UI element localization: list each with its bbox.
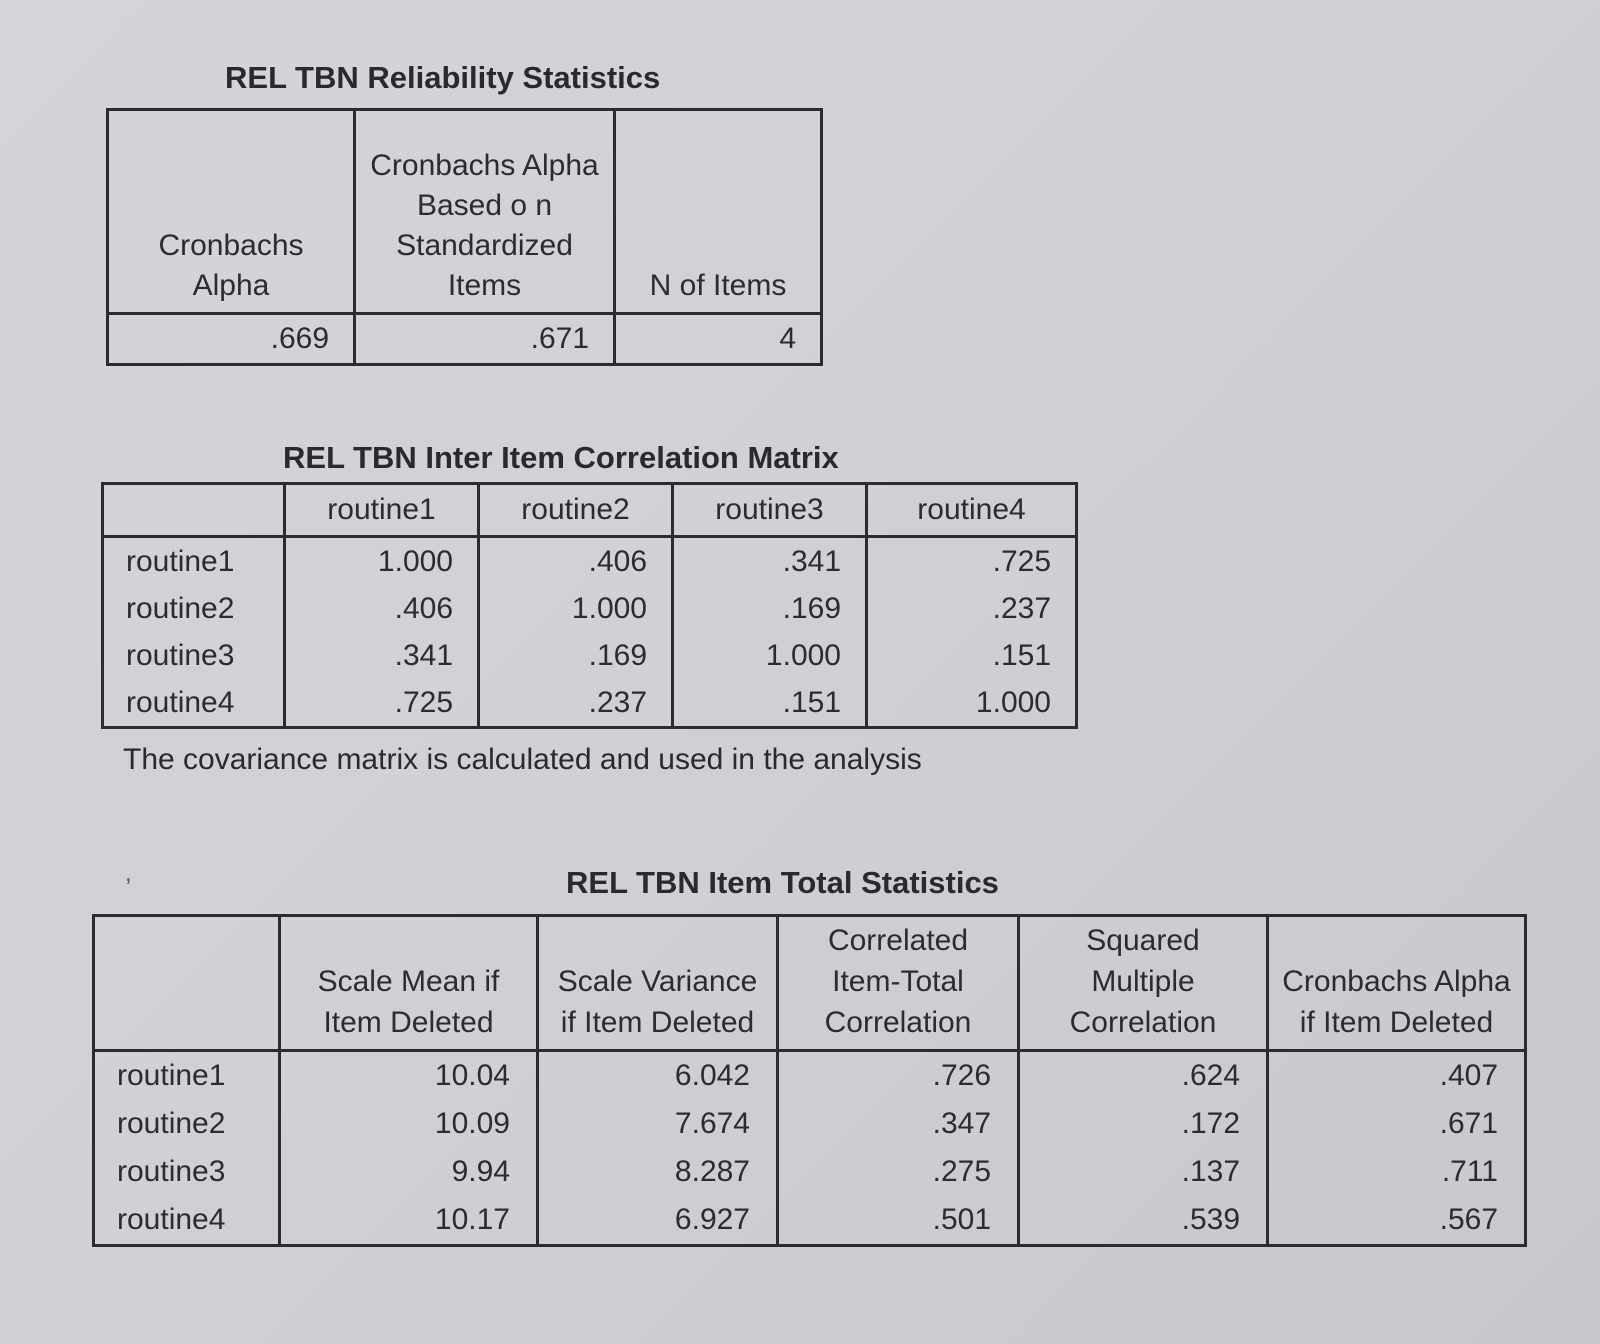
correlation-row-label: routine2 <box>126 591 235 625</box>
item-total-cell: .567 <box>1268 1196 1526 1246</box>
correlation-header-row <box>103 484 1077 537</box>
correlation-corner-cell <box>103 484 285 537</box>
correlation-cell: 1.000 <box>673 632 867 679</box>
item-total-cell: .624 <box>1019 1051 1268 1101</box>
reliability-table <box>106 108 823 366</box>
correlation-row <box>103 537 1077 586</box>
correlation-title: REL TBN Inter Item Correlation Matrix <box>283 440 839 475</box>
item-total-title: REL TBN Item Total Statistics <box>566 865 999 900</box>
correlation-column-header: routine4 <box>867 484 1077 537</box>
pencil-mark: , <box>125 860 132 887</box>
correlation-column-header: routine2 <box>479 484 673 537</box>
correlation-cell: .725 <box>867 537 1077 586</box>
item-total-cell: 8.287 <box>538 1148 778 1196</box>
item-total-column-header: Scale Variance if Item Deleted <box>538 916 778 1051</box>
item-total-row <box>94 1100 1526 1148</box>
item-total-table <box>92 914 1527 1247</box>
correlation-cell: .151 <box>673 679 867 728</box>
correlation-row <box>103 679 1077 728</box>
item-total-cell: 6.927 <box>538 1196 778 1246</box>
reliability-value-cell: .671 <box>355 314 615 365</box>
reliability-header-cell: Cronbachs Alpha <box>108 110 355 314</box>
item-total-corner-cell <box>94 916 280 1051</box>
correlation-cell: .341 <box>673 537 867 586</box>
correlation-table <box>101 482 1078 729</box>
correlation-row <box>103 585 1077 632</box>
correlation-cell: 1.000 <box>479 585 673 632</box>
item-total-cell: 6.042 <box>538 1051 778 1101</box>
item-total-column-header: Squared Multiple Correlation <box>1019 916 1268 1051</box>
item-total-cell: .711 <box>1268 1148 1526 1196</box>
item-total-header-row <box>94 916 1526 1051</box>
item-total-cell: .501 <box>778 1196 1019 1246</box>
correlation-column-header: routine3 <box>673 484 867 537</box>
correlation-cell: .725 <box>285 679 479 728</box>
correlation-cell: 1.000 <box>867 679 1077 728</box>
item-total-cell: .671 <box>1268 1100 1526 1148</box>
correlation-row-label: routine1 <box>126 544 235 578</box>
item-total-cell: .137 <box>1019 1148 1268 1196</box>
item-total-column-header: Cronbachs Alpha if Item Deleted <box>1268 916 1526 1051</box>
item-total-column-header: Scale Mean if Item Deleted <box>280 916 538 1051</box>
item-total-row-label: routine3 <box>117 1155 226 1188</box>
correlation-column-header: routine1 <box>285 484 479 537</box>
item-total-row-label: routine2 <box>117 1107 226 1140</box>
item-total-cell: .539 <box>1019 1196 1268 1246</box>
reliability-header-row <box>108 110 822 314</box>
correlation-cell: .151 <box>867 632 1077 679</box>
item-total-cell: 9.94 <box>280 1148 538 1196</box>
item-total-row <box>94 1051 1526 1101</box>
item-total-cell: .172 <box>1019 1100 1268 1148</box>
correlation-cell: .406 <box>479 537 673 586</box>
item-total-cell: 10.04 <box>280 1051 538 1101</box>
correlation-cell: .406 <box>285 585 479 632</box>
item-total-cell: 10.09 <box>280 1100 538 1148</box>
reliability-header-cell: N of Items <box>615 110 822 314</box>
correlation-cell: .169 <box>673 585 867 632</box>
correlation-cell: .169 <box>479 632 673 679</box>
item-total-cell: 10.17 <box>280 1196 538 1246</box>
correlation-row-label: routine4 <box>126 685 235 719</box>
item-total-cell: .347 <box>778 1100 1019 1148</box>
reliability-value-row <box>108 314 822 365</box>
item-total-row-label: routine1 <box>117 1059 226 1092</box>
correlation-row-label: routine3 <box>126 638 235 672</box>
item-total-row-label: routine4 <box>117 1203 226 1236</box>
item-total-row <box>94 1196 1526 1246</box>
item-total-cell: 7.674 <box>538 1100 778 1148</box>
item-total-cell: .275 <box>778 1148 1019 1196</box>
correlation-footnote: The covariance matrix is calculated and used in the analysis <box>123 743 922 776</box>
correlation-cell: .341 <box>285 632 479 679</box>
reliability-value-cell: 4 <box>615 314 822 365</box>
correlation-cell: .237 <box>479 679 673 728</box>
correlation-cell: 1.000 <box>285 537 479 586</box>
item-total-cell: .726 <box>778 1051 1019 1101</box>
correlation-cell: .237 <box>867 585 1077 632</box>
item-total-column-header: Correlated Item-Total Correlation <box>778 916 1019 1051</box>
correlation-row <box>103 632 1077 679</box>
item-total-cell: .407 <box>1268 1051 1526 1101</box>
reliability-value-cell: .669 <box>108 314 355 365</box>
item-total-row <box>94 1148 1526 1196</box>
reliability-title: REL TBN Reliability Statistics <box>225 60 661 95</box>
reliability-header-cell: Cronbachs Alpha Based o n Standardized Items <box>355 110 615 314</box>
